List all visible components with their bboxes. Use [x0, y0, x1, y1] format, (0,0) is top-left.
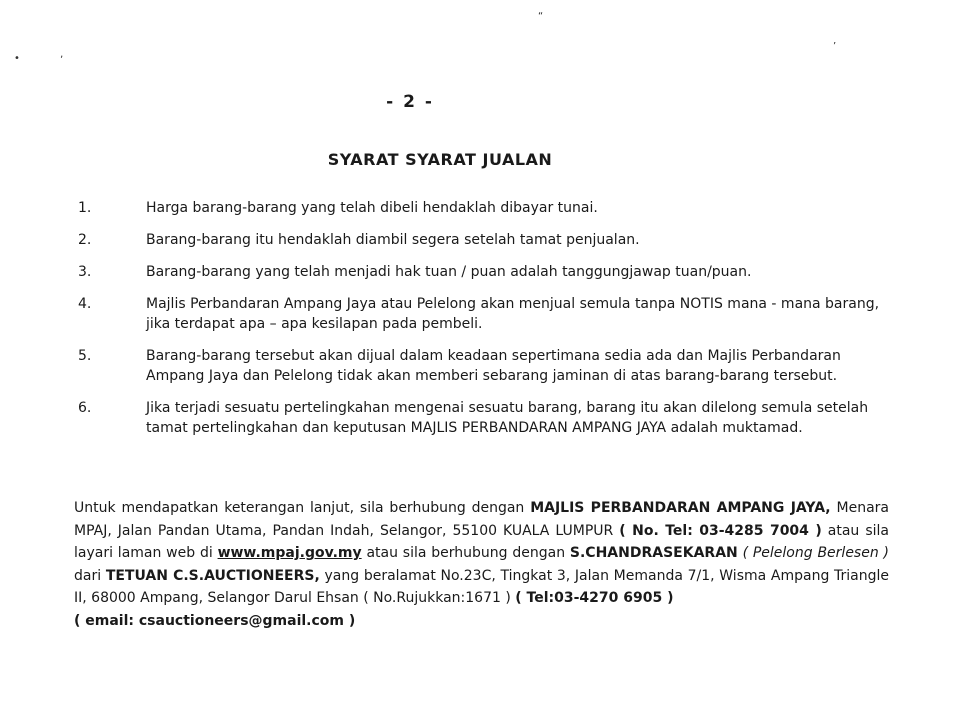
term-number: 6.: [78, 400, 92, 416]
terms-list: [70, 198, 890, 438]
org-address: Menara MPAJ, Jalan Pandan Utama, Pandan Indah, Selangor, 55100 KUALA LUMPUR: [74, 500, 889, 539]
list-item: [70, 198, 890, 218]
term-number: 3.: [78, 264, 92, 280]
scan-speck: •: [14, 53, 20, 64]
list-item: [70, 346, 890, 386]
page-title: SYARAT SYARAT JUALAN: [327, 150, 553, 169]
dari-text: dari: [74, 567, 106, 584]
org-name: MAJLIS PERBANDARAN AMPANG JAYA,: [530, 500, 831, 516]
scan-speck: ‚: [60, 49, 64, 60]
term-number: 1.: [78, 200, 92, 216]
scan-speck: ’: [833, 41, 837, 52]
contact-paragraph: [74, 497, 889, 632]
website-link[interactable]: www.mpaj.gov.my: [217, 545, 362, 561]
company-tel: ( Tel:03-4270 6905 ): [515, 590, 674, 606]
term-text: Barang-barang itu hendaklah diambil segera setelah tamat penjualan.: [146, 232, 640, 248]
list-item: [70, 398, 890, 438]
company-address: yang beralamat No.23C, Tingkat 3, Jalan Memanda 7/1, Wisma Ampang Triangle II, 68000 Ampang, Selangor Darul Ehsan ( No.Rujukkan:1671 ): [74, 567, 890, 606]
contact-prefix: atau sila berhubung dengan: [361, 545, 570, 561]
company-name: TETUAN C.S.AUCTIONEERS,: [105, 567, 320, 584]
term-text: Majlis Perbandaran Ampang Jaya atau Pelelong akan menjual semula tanpa NOTIS mana - mana barang, jika terdapat apa – apa kesilapan pada pembeli.: [146, 296, 880, 332]
list-item: [70, 294, 890, 334]
term-text: Jika terjadi sesuatu pertelingkahan mengenai sesuatu barang, barang itu akan dilelong semula setelah tamat pertelingkahan dan keputusan MAJLIS PERBANDARAN AMPANG JAYA adalah muktamad.: [146, 400, 869, 436]
term-number: 5.: [78, 348, 92, 364]
footer-intro: Untuk mendapatkan keterangan lanjut, sila berhubung dengan: [74, 500, 531, 516]
scan-speck: “: [538, 11, 544, 22]
org-tel: ( No. Tel: 03-4285 7004 ): [619, 522, 822, 539]
list-item: [70, 262, 890, 282]
term-number: 2.: [78, 232, 92, 248]
contact-name: S.CHANDRASEKARAN: [569, 545, 738, 561]
company-email[interactable]: ( email: csauctioneers@gmail.com ): [74, 612, 356, 629]
term-text: Harga barang-barang yang telah dibeli hendaklah dibayar tunai.: [146, 200, 598, 216]
term-number: 4.: [78, 296, 92, 312]
contact-role: ( Pelelong Berlesen ): [737, 545, 889, 561]
term-text: Barang-barang tersebut akan dijual dalam keadaan sepertimana sedia ada dan Majlis Perbandaran Ampang Jaya dan Pelelong tidak akan memberi sebarang jaminan di atas barang-barang tersebut.: [146, 348, 841, 384]
list-item: [70, 230, 890, 250]
web-prefix: atau sila layari laman web di: [74, 522, 889, 561]
term-text: Barang-barang yang telah menjadi hak tuan / puan adalah tanggungjawap tuan/puan.: [146, 264, 752, 280]
page-number: - 2 -: [386, 92, 434, 112]
